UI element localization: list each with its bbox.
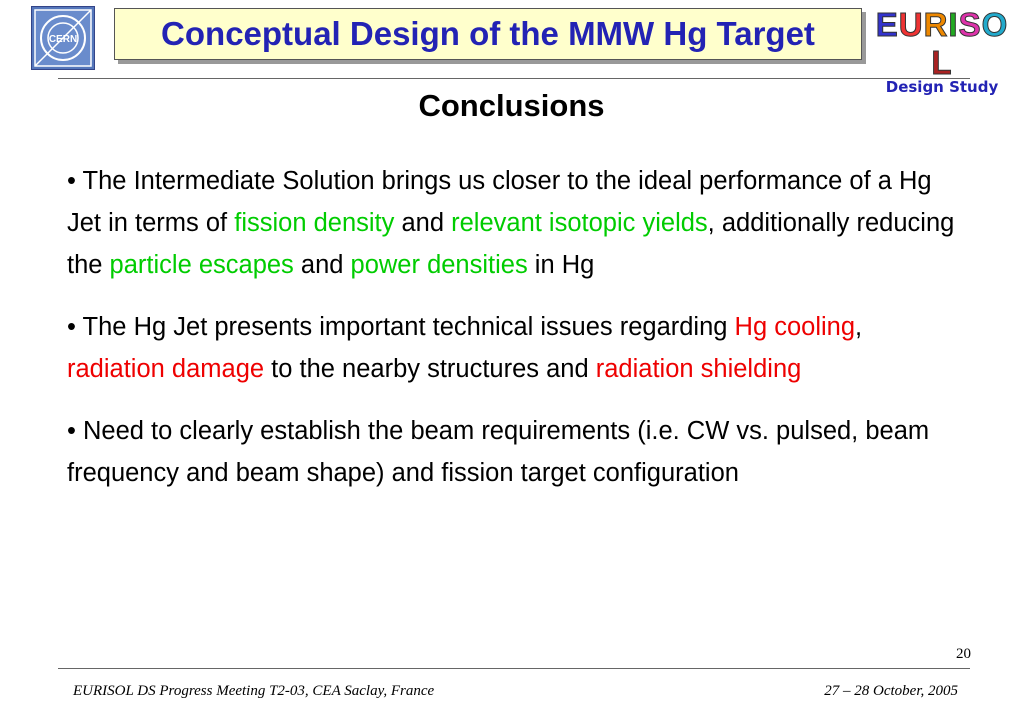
eurisol-logo-letter: I <box>948 6 959 43</box>
highlighted-term: radiation shielding <box>595 355 802 383</box>
bullet-text: and <box>293 251 351 279</box>
eurisol-logo-word <box>872 6 1012 82</box>
bullet-text: • The Intermediate Solution brings us closer to the ideal performance of a Hg Jet in terms of <box>67 167 932 237</box>
header-divider <box>58 78 970 79</box>
bullet-text: , <box>855 313 863 341</box>
bullet-text: , additionally reducing the <box>67 209 955 279</box>
page-number: 20 <box>956 646 971 662</box>
cern-logo <box>31 6 95 70</box>
slide-title-box <box>114 8 862 60</box>
highlighted-term: power densities <box>350 251 528 279</box>
bullet-list <box>67 160 967 514</box>
eurisol-logo-letter: U <box>898 6 924 43</box>
footer-divider <box>58 668 970 669</box>
bullet-text: in Hg <box>527 251 595 279</box>
eurisol-logo-letter: O <box>981 6 1009 43</box>
highlighted-term: particle escapes <box>109 251 294 279</box>
eurisol-logo-letter: R <box>923 6 949 43</box>
bullet-text: and <box>394 209 452 237</box>
slide-title: Conceptual Design of the MMW Hg Target <box>161 15 815 52</box>
bullet-text: to the nearby structures and <box>264 355 596 383</box>
slide-heading: Conclusions <box>418 88 605 123</box>
highlighted-term: Hg cooling <box>734 313 856 341</box>
cern-logo-text: CERN <box>48 34 78 45</box>
bullet-text: • The Hg Jet presents important technical issues regarding <box>67 313 735 341</box>
highlighted-term: relevant isotopic yields <box>451 209 708 237</box>
eurisol-logo-letter: S <box>958 6 982 43</box>
eurisol-logo-subtitle: Design Study <box>885 78 999 96</box>
eurisol-logo-letter: L <box>931 44 953 81</box>
highlighted-term: radiation damage <box>67 355 265 383</box>
highlighted-term: fission density <box>234 209 395 237</box>
eurisol-logo-letter: E <box>875 6 899 43</box>
eurisol-logo <box>872 6 1012 96</box>
footer-date: 27 – 28 October, 2005 <box>824 683 958 699</box>
bullet-item <box>67 410 967 494</box>
bullet-item <box>67 160 967 286</box>
bullet-item <box>67 306 967 390</box>
footer-event: EURISOL DS Progress Meeting T2-03, CEA Saclay, France <box>73 683 435 699</box>
bullet-text: • Need to clearly establish the beam requirements (i.e. CW vs. pulsed, beam frequency and beam shape) and fission target configuration <box>67 417 930 487</box>
